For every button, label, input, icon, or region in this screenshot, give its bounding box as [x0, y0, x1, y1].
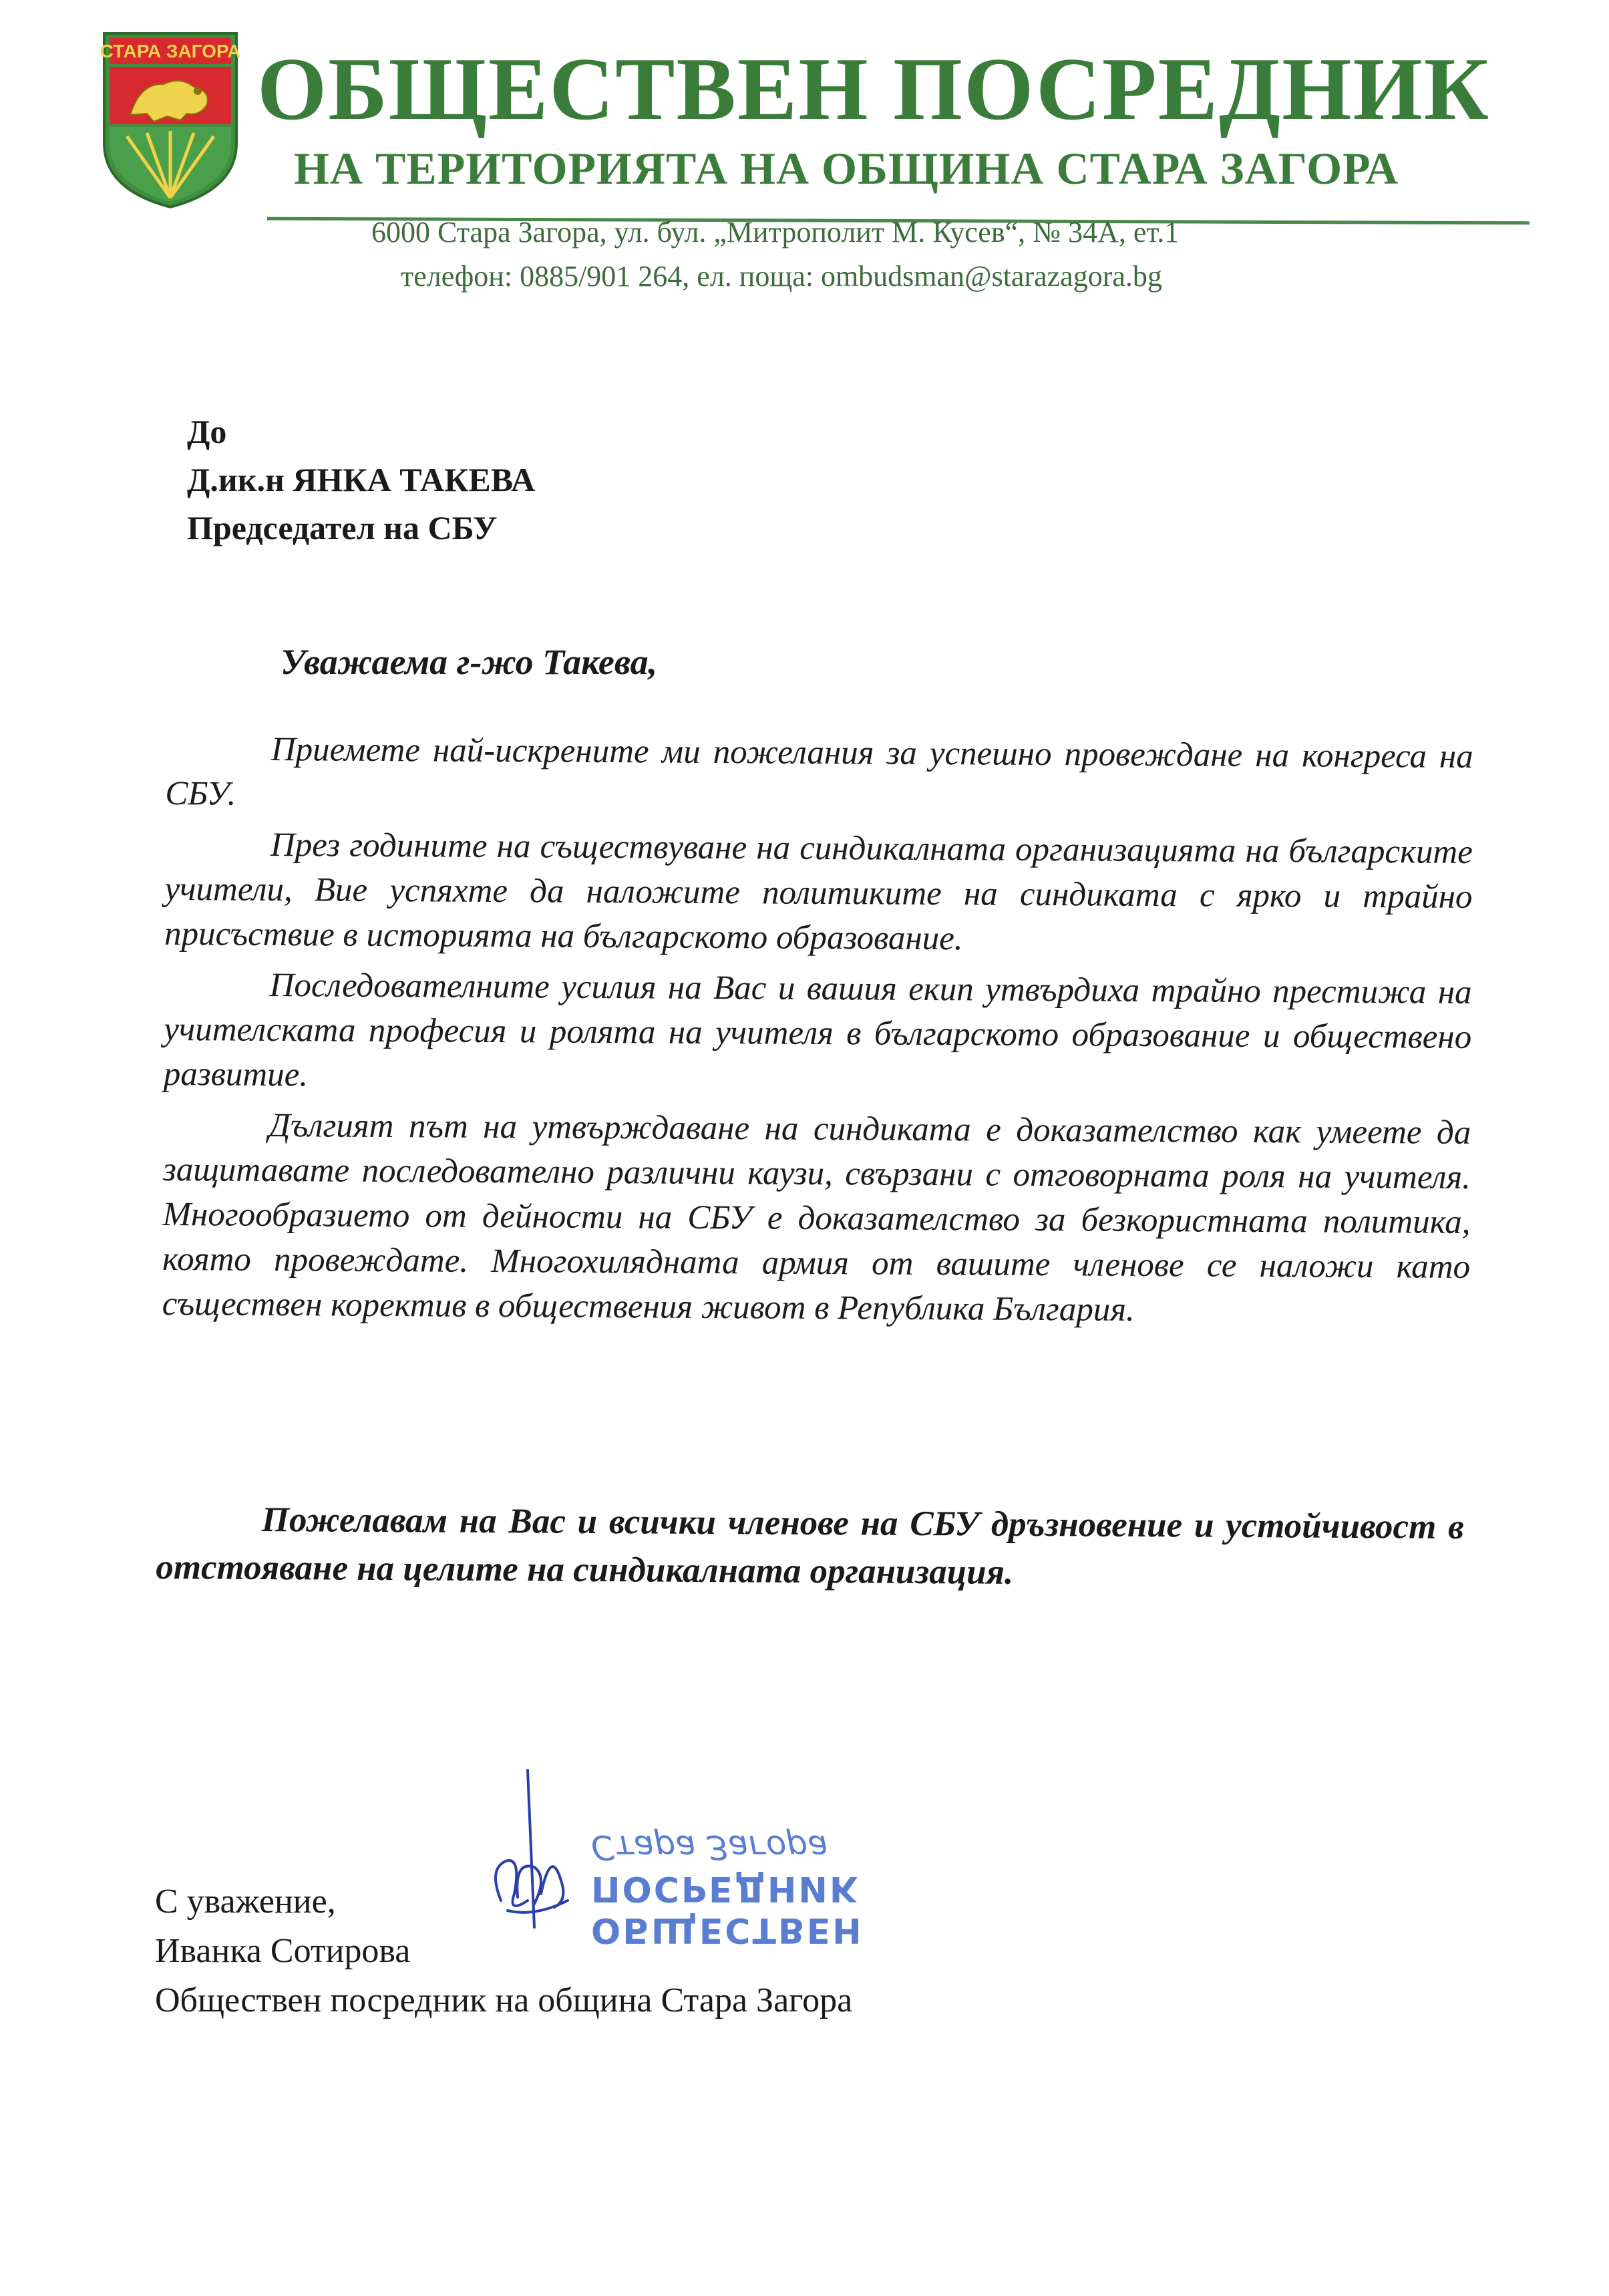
stamp-line-2: ПОСРЕДНИК	[591, 1868, 860, 1909]
letter-greeting: Уважаема г-жо Такева,	[281, 642, 658, 682]
letter-paragraph: Дългият път на утвърждаване на синдиката е доказателство как умеете да защитавате последователно различни каузи, свързани с отговорната роля на учителя. Многообразието от дейности на СБУ е доказателство за безкористната политика, която провеждате. Многохилядната армия от вашите членове се наложи като съществен коректив в обществения живот в Република България.	[162, 1106, 1471, 1329]
signer-title: Обществен посредник на община Стара Загора	[155, 1981, 853, 2019]
recipient-to: До	[187, 413, 227, 450]
stamp-line-1: ОБЩЕСТВЕН	[591, 1910, 864, 1950]
recipient-name: Д.ик.н ЯНКА ТАКЕВА	[187, 461, 536, 498]
signer-name: Иванка Сотирова	[155, 1932, 411, 1970]
letter-paragraph: Приемете най-искрените ми пожелания за успешно провеждане на конгреса на СБУ.	[165, 730, 1473, 813]
signature-closing: С уважение,	[155, 1882, 336, 1921]
letter-paragraph: През годините на съществуване на синдикалната организацията на българските учители, Вие успяхте да наложите политиките на синдиката с ярко и трайно присъствие в историята на българското образование.	[164, 826, 1473, 958]
stamp-line-3: Стара Загора	[591, 1828, 828, 1866]
letterhead-subtitle: НА ТЕРИТОРИЯТА НА ОБЩИНА СТАРА ЗАГОРА	[294, 143, 1399, 194]
letterhead-contact: телефон: 0885/901 264, ел. поща: ombudsman@starazagora.bg	[401, 260, 1162, 293]
crest-label: СТАРА ЗАГОРА	[100, 41, 240, 61]
recipient-position: Председател на СБУ	[187, 509, 498, 546]
letter-body	[162, 727, 1473, 1341]
recipient-block	[187, 407, 535, 552]
letter-paragraph: Последователните усилия на Вас и вашия екип утвърдиха трайно престижа на учителската професия и ролята на учителя в българското образование и обществено развитие.	[163, 966, 1472, 1094]
signature-block	[155, 1877, 852, 2025]
letterhead-address: 6000 Стара Загора, ул. бул. „Митрополит М. Кусев“, № 34А, ет.1	[371, 216, 1180, 249]
letter-closing-wish: Пожелавам на Вас и всички членове на СБУ дръзновение и устойчивост в отстояване на целите на синдикалната организация.	[156, 1500, 1464, 1592]
stara-zagora-crest-icon	[100, 29, 240, 210]
letterhead-title: ОБЩЕСТВЕН ПОСРЕДНИК	[257, 39, 1490, 138]
